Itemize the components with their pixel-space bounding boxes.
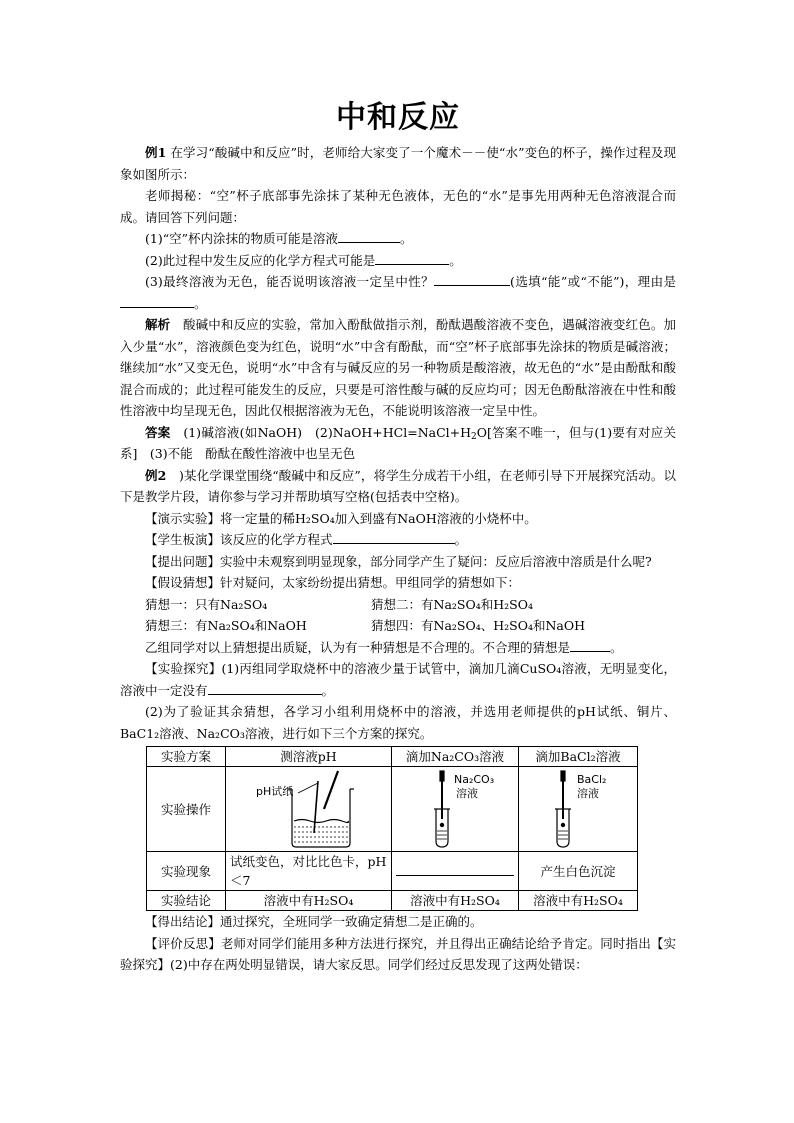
- na2co3-label: Na₂CO₃: [454, 773, 495, 786]
- sub-question-2: [120, 250, 676, 272]
- example2-question: [120, 465, 676, 508]
- example1-question: [120, 142, 676, 185]
- guess-4: 猜想四：有Na₂SO₄、H₂SO₄和NaOH: [371, 618, 585, 633]
- example2-text: )某化学课堂围绕“酸碱中和反应”，将学生分成若干小组，在老师引导下开展探究活动。以下是教学片段，请你参与学习并帮助填写空格(包括表中空格)。: [120, 467, 676, 504]
- period: 。: [454, 532, 468, 547]
- answer-blank[interactable]: [570, 637, 610, 652]
- sub-question-3: [120, 271, 676, 314]
- table-row: [147, 891, 638, 911]
- guess-2: 猜想二：有Na₂SO₄和H₂SO₄: [371, 596, 533, 612]
- demo-experiment: 【演示实验】将一定量的稀H₂SO₄加入到盛有NaOH溶液的小烧杯中。: [145, 510, 537, 526]
- explore-1-text: 【实验探究】(1)丙组同学取烧杯中的溶液少量于试管中，滴加几滴CuSO₄溶液，无明显变化，溶液中一定没有: [120, 661, 676, 698]
- test-tube-dropper-figure: [523, 769, 633, 849]
- experiment-table: [146, 746, 638, 911]
- example2-label: 例2: [145, 467, 167, 483]
- na2co3-figure-cell: [392, 767, 519, 852]
- evaluation-reflection: 【评价反思】老师对同学们能用多种方法进行探究，并且得出正确结论给予肯定。同时指出【实验探究】(2)中存在两处明显错误，请大家反思。同学们经过反思发现了这两处错误：: [120, 935, 676, 972]
- test-tube-dropper-figure: [400, 769, 510, 849]
- explore-1: [120, 658, 676, 701]
- answer-blank[interactable]: [338, 228, 400, 243]
- conclusion-cell: 溶液中有H₂SO₄: [226, 891, 392, 911]
- answer-text-1: (1)碱溶液(如NaOH) (2)NaOH+HCl=NaCl+H: [183, 424, 472, 440]
- period: 。: [321, 682, 335, 698]
- analysis: [120, 314, 676, 422]
- raise-question: 【提出问题】实验中未观察到明显现象，部分同学产生了疑问：反应后溶液中溶质是什么呢?: [145, 553, 652, 569]
- period: 。: [400, 231, 413, 246]
- student-board: [120, 529, 676, 551]
- row-label-conclusion: 实验结论: [147, 891, 226, 911]
- observation-bacl2: 产生白色沉淀: [519, 852, 638, 891]
- example1-label: 例1: [145, 145, 167, 160]
- observation-na2co3-cell: [392, 852, 519, 891]
- doubt-sentence: 乙组同学对以上猜想提出质疑，认为有一种猜想是不合理的。不合理的猜想是: [145, 639, 571, 655]
- guess-1: 猜想一：只有Na₂SO₄: [145, 596, 268, 612]
- sub-question-3-tail: (选填“能”或“不能”)，理由是: [510, 274, 676, 289]
- doubt-text: [120, 637, 676, 659]
- period: 。: [449, 252, 462, 268]
- guess-3: 猜想三：有Na₂SO₄和NaOH: [145, 618, 307, 633]
- example1-reveal: 老师揭秘：“空”杯子底部事先涂抹了某种无色液体，无色的“水”是事先用两种无色溶液混合而成。请回答下列问题：: [120, 188, 676, 225]
- page-title: 中和反应: [336, 100, 460, 135]
- period: 。: [610, 639, 623, 655]
- beaker-ph-paper-figure: [254, 769, 364, 849]
- table-header-row: [147, 747, 638, 767]
- row-label-observation: 实验现象: [147, 852, 226, 891]
- bacl2-figure-cell: [519, 767, 638, 852]
- answer: 答案 (1)碱溶液(如NaOH) $(2)NaOH+HCl=NaCl+H_2O$[答案不唯一，但与(1)要有对应关系] (3)不能 酚酞在酸性溶液中也呈无色: [120, 424, 676, 461]
- solution-label: 溶液: [456, 787, 478, 800]
- bacl2-label: BaCl₂: [577, 773, 607, 786]
- ph-paper-label: pH试纸: [255, 785, 293, 798]
- student-board-text: 【学生板演】该反应的化学方程式: [145, 532, 333, 547]
- document-page: [120, 96, 676, 976]
- row-label-operation: 实验操作: [147, 767, 226, 852]
- ph-test-figure-cell: [226, 767, 392, 852]
- observation-ph: 试纸变色，对比比色卡，pH＜7: [226, 852, 392, 891]
- draw-conclusion: 【得出结论】通过探究，全班同学一致确定猜想二是正确的。: [145, 914, 483, 929]
- answer-label: 答案: [145, 424, 171, 440]
- sub-question-3-text: (3)最终溶液为无色，能否说明该溶液一定呈中性？: [145, 274, 435, 289]
- table-row: [147, 852, 638, 891]
- conclusion-cell: 溶液中有H₂SO₄: [519, 891, 638, 911]
- period: 。: [194, 295, 207, 311]
- sub-question-1: [120, 228, 676, 250]
- guess-row-1: [120, 594, 676, 616]
- sub-question-2-text: (2)此过程中发生反应的化学方程式可能是: [145, 252, 376, 268]
- analysis-text: 酸碱中和反应的实验，常加入酚酞做指示剂，酚酞遇酸溶液不变色，遇碱溶液变红色。加入少量“水”，溶液颜色变为红色，说明“水”中含有酚酞，而“空”杯子底部事先涂抹的物质是碱溶液；继续加“水”又变无色，说明“水”中含有与碱反应的另一种物质是酸溶液，故无色的“水”是由酚酞和酸混合而成的；此过程可能发生的反应，只要是可溶性酸与碱的反应均可；因无色酚酞溶液在中性和酸性溶液中均呈现无色，因此仅根据溶液为无色，不能说明该溶液一定呈中性。: [120, 317, 676, 418]
- analysis-label: 解析: [145, 317, 171, 332]
- answer-text-2: O[答案不唯一，但与(1)要有对应关系] (3)不能 酚酞在酸性溶液中也呈无色: [120, 424, 676, 461]
- table-header: 滴加BaCl₂溶液: [519, 747, 638, 767]
- solution-label: 溶液: [577, 787, 599, 800]
- table-row: [147, 767, 638, 852]
- answer-blank[interactable]: [375, 250, 449, 265]
- answer-blank[interactable]: [120, 293, 194, 308]
- conclusion-cell: 溶液中有H₂SO₄: [392, 891, 519, 911]
- answer-blank[interactable]: [396, 861, 514, 876]
- table-header: 实验方案: [147, 747, 226, 767]
- sub-question-1-text: (1)“空”杯内涂抹的物质可能是溶液: [145, 231, 338, 246]
- answer-blank[interactable]: [333, 529, 455, 544]
- guess-row-2: [120, 615, 676, 637]
- table-header: 测溶液pH: [226, 747, 392, 767]
- table-header: 滴加Na₂CO₃溶液: [392, 747, 519, 767]
- explore-2: (2)为了验证其余猜想，各学习小组利用烧杯中的溶液，并选用老师提供的pH试纸、铜片、BaC1₂溶液、Na₂CO₃溶液，进行如下三个方案的探究。: [120, 704, 676, 741]
- hypothesis: 【假设猜想】针对疑问，太家纷纷提出猜想。甲组同学的猜想如下：: [145, 575, 521, 590]
- example1-text: 在学习“酸碱中和反应”时，老师给大家变了一个魔术－－使“水”变色的杯子，操作过程及现象如图所示：: [120, 145, 676, 182]
- answer-blank[interactable]: [434, 271, 510, 286]
- answer-blank[interactable]: [208, 680, 322, 695]
